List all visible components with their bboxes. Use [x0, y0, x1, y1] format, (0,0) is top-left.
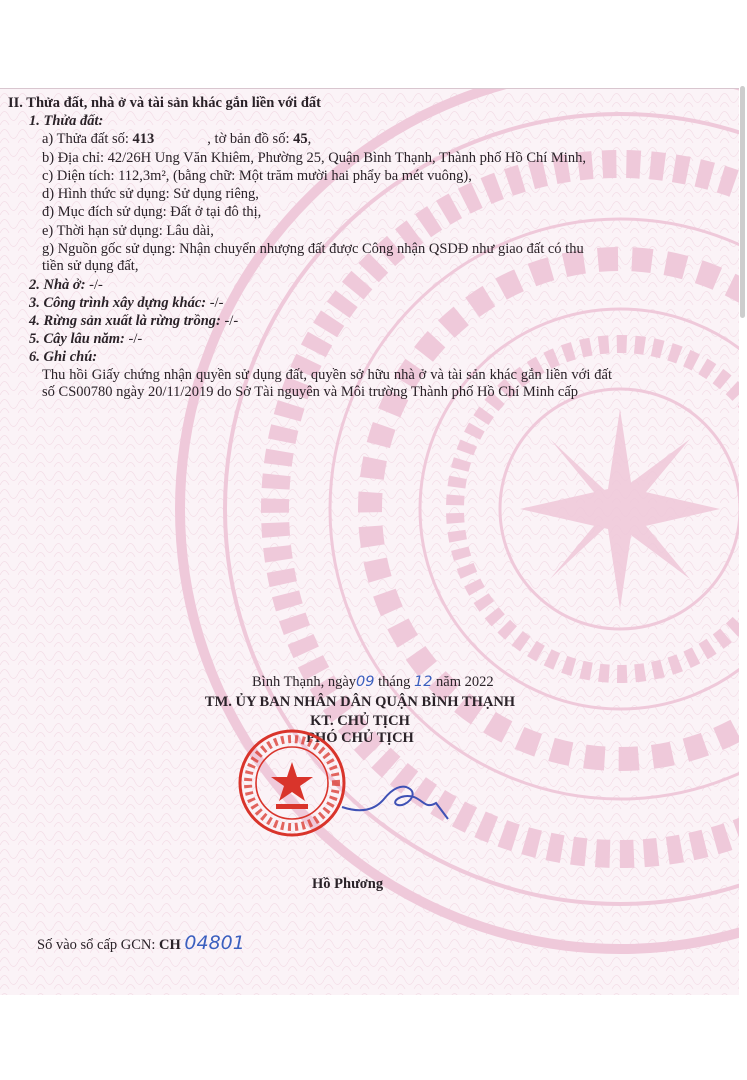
registry-line: [37, 932, 245, 954]
parcel-line: [42, 131, 311, 148]
date-month: 12: [413, 674, 433, 690]
registry-prefix: CH: [159, 937, 185, 953]
scrollbar-thumb[interactable]: [740, 86, 745, 318]
date-prefix: Bình Thạnh, ngày: [252, 674, 357, 690]
map-number: 45: [293, 131, 308, 147]
perennial-value: -/-: [124, 331, 143, 347]
forest-value: -/-: [220, 313, 239, 329]
term-line: e) Thời hạn sử dụng: Lâu dài,: [42, 223, 214, 239]
parcel-prefix: a) Thửa đất số:: [42, 131, 133, 147]
perennial-line: [29, 331, 142, 348]
notes-label: 6. Ghi chú:: [29, 349, 98, 365]
map-prefix: , tờ bản đồ số:: [207, 131, 294, 147]
perennial-label: 5. Cây lâu năm:: [29, 331, 125, 347]
date-year: năm 2022: [432, 674, 494, 690]
house-label: 2. Nhà ở:: [29, 277, 86, 293]
purpose-line: đ) Mục đích sử dụng: Đất ở tại đô thị,: [42, 204, 262, 220]
area-line: c) Diện tích: 112,3m², (bằng chữ: Một trăm mười hai phẩy ba mét vuông),: [42, 168, 472, 184]
origin-line-1: g) Nguồn gốc sử dụng: Nhận chuyển nhượng đất được Công nhận QSDĐ như giao đất có thu: [42, 241, 584, 257]
other-construction-line: [29, 295, 223, 312]
house-line: [29, 277, 103, 294]
usage-form-line: d) Hình thức sử dụng: Sử dụng riêng,: [42, 186, 259, 202]
address-line: b) Địa chỉ: 42/26H Ung Văn Khiêm, Phường 25, Quận Bình Thạnh, Thành phố Hồ Chí Minh,: [42, 150, 586, 166]
scrollbar-track[interactable]: [739, 0, 747, 1080]
house-value: -/-: [85, 277, 103, 293]
signer-name: Hồ Phương: [312, 876, 384, 892]
registry-number: 04801: [184, 932, 245, 954]
certificate-page: [0, 88, 739, 995]
forest-label: 4. Rừng sản xuất là rừng trồng:: [29, 313, 221, 329]
registry-label: Số vào sổ cấp GCN:: [37, 937, 160, 953]
role-line-1: KT. CHỦ TỊCH: [310, 713, 410, 729]
issuing-organization: TM. ỦY BAN NHÂN DÂN QUẬN BÌNH THẠNH: [204, 694, 516, 710]
map-suffix: ,: [307, 131, 312, 147]
notes-text: Thu hồi Giấy chứng nhận quyền sử dụng đất, quyền sở hữu nhà ở và tài sản khác gắn liền với đất số CS00780 ngày 20/11/2019 do Sở Tài nguyên và Môi trường Thành phố Hồ Chí Minh cấp: [42, 367, 612, 401]
other-construction-label: 3. Công trình xây dựng khác:: [29, 295, 207, 311]
official-red-seal: [236, 724, 348, 842]
land-heading: 1. Thửa đất:: [29, 113, 104, 129]
origin-line-2: tiền sử dụng đất,: [42, 258, 139, 274]
other-construction-value: -/-: [206, 295, 224, 311]
date-day: 09: [356, 674, 375, 690]
section-title: II. Thửa đất, nhà ở và tài sản khác gắn liền với đất: [8, 95, 321, 111]
signing-date: [252, 674, 494, 691]
parcel-number: 413: [132, 131, 155, 147]
forest-line: [29, 313, 238, 330]
role-line-2: PHÓ CHỦ TỊCH: [306, 730, 414, 746]
month-prefix: tháng: [374, 674, 414, 690]
handwritten-signature: [340, 777, 450, 825]
